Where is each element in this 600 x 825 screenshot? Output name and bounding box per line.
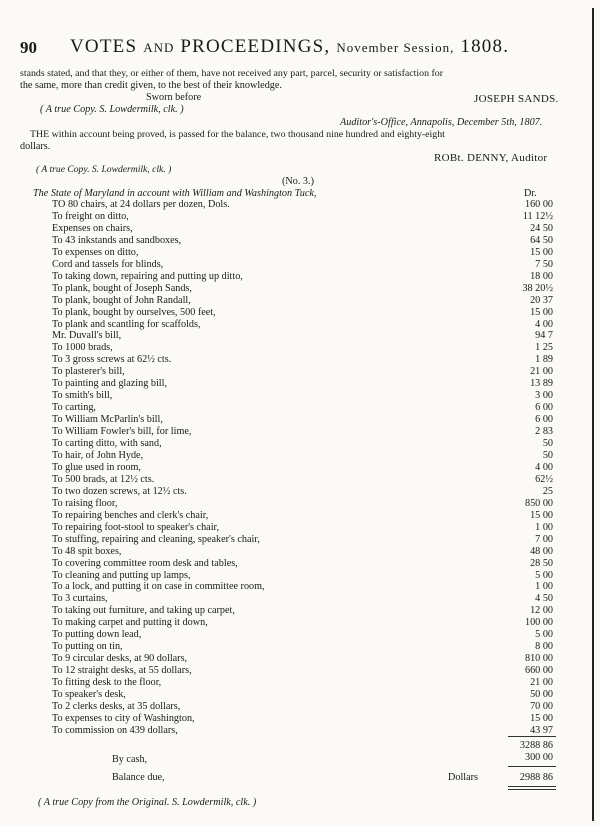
account-item-amount: 50 00 <box>530 689 553 700</box>
account-item-label: To 3 gross screws at 62½ cts. <box>52 354 172 366</box>
account-item-label: To 48 spit boxes, <box>52 545 122 557</box>
account-item-amount: 1 89 <box>535 354 553 366</box>
account-item-amount: 8 00 <box>535 641 553 653</box>
account-item-amount: 15 00 <box>530 246 553 258</box>
true-copy-note-2: ( A true Copy. S. Lowdermilk, clk. ) <box>36 164 172 175</box>
account-item-label: To William McParlin's bill, <box>52 414 163 426</box>
signer-joseph-sands: JOSEPH SANDS. <box>474 93 559 105</box>
account-item-label: To taking down, repairing and putting up ditto, <box>52 270 243 282</box>
account-item-label: Expenses on chairs, <box>52 222 133 234</box>
account-item-label: To repairing foot-stool to speaker's chair, <box>52 521 220 533</box>
auditor-signature: ROBt. DENNY, Auditor <box>434 152 548 164</box>
account-item-amount: 21 00 <box>530 677 553 688</box>
account-item-amount: 2 83 <box>535 426 553 437</box>
account-heading: The State of Maryland in account with William and Washington Tuck, <box>33 188 317 199</box>
account-item-label: To 43 inkstands and sandboxes, <box>52 234 182 246</box>
account-item-label: TO 80 chairs, at 24 dollars per dozen, Dols. <box>52 199 230 210</box>
account-item-amount: 7 50 <box>535 258 553 270</box>
sworn-before: Sworn before <box>146 92 202 103</box>
account-item-amount: 3 00 <box>535 390 553 402</box>
account-item-amount: 15 00 <box>530 306 553 318</box>
account-item-label: To plank and scantling for scaffolds, <box>52 318 201 330</box>
account-item-amount: 28 50 <box>530 557 553 569</box>
balance-due-amount: 2988 86 <box>519 772 553 783</box>
account-item-label: To 2 clerks desks, at 35 dollars, <box>52 700 181 712</box>
account-item-label: To repairing benches and clerk's chair, <box>52 509 209 521</box>
account-item-amount: 25 <box>542 485 553 497</box>
account-item-label: To 12 straight desks, at 55 dollars, <box>52 665 192 676</box>
account-item-amount: 4 50 <box>535 593 553 605</box>
balance-due-label: Balance due, <box>112 772 165 783</box>
account-item-amount: 660 00 <box>524 665 553 676</box>
account-item-label: To 1000 brads, <box>52 342 113 354</box>
account-item-amount: 11 12½ <box>522 210 553 222</box>
account-item-amount: 100 00 <box>524 617 553 629</box>
account-item-amount: 70 00 <box>530 700 553 712</box>
account-item-label: To making carpet and putting it down, <box>52 617 208 629</box>
account-item-amount: 94 7 <box>535 330 553 342</box>
account-item-amount: 7 00 <box>535 533 553 545</box>
account-item-label: To freight on ditto, <box>52 210 129 222</box>
account-item-amount: 24 50 <box>530 222 553 234</box>
account-item-label: To taking out furniture, and taking up carpet, <box>52 605 235 617</box>
account-item-label: To plank, bought of Joseph Sands, <box>52 282 192 294</box>
by-cash-amount: 300 00 <box>524 752 553 763</box>
account-item-label: To plasterer's bill, <box>52 366 125 378</box>
account-item-label: To two dozen screws, at 12½ cts. <box>52 485 187 497</box>
account-item-amount: 48 00 <box>530 545 553 557</box>
account-item-amount: 1 25 <box>535 342 553 354</box>
account-item-label: To raising floor, <box>52 497 118 509</box>
account-item-amount: 1 00 <box>535 521 553 533</box>
account-item-amount: 13 89 <box>530 378 553 390</box>
account-item-label: To covering committee room desk and tables, <box>52 557 238 569</box>
title-proceedings: PROCEEDINGS, <box>180 36 331 57</box>
balance-underline-1 <box>508 786 556 787</box>
account-item-amount: 810 00 <box>524 653 553 665</box>
auditor-office-dateline: Auditor's-Office, Annapolis, December 5th, 1807. <box>340 117 543 128</box>
title-session: November Session, <box>336 40 455 55</box>
account-item-label: To expenses on ditto, <box>52 246 139 258</box>
page-number: 90 <box>20 38 37 57</box>
balance-underline-2 <box>508 789 556 790</box>
account-item-label: To cleaning and putting up lamps, <box>52 569 191 581</box>
account-item-label: To carting ditto, with sand, <box>52 438 162 449</box>
running-title <box>70 36 509 58</box>
account-item-label: To speaker's desk, <box>52 689 126 700</box>
title-votes: VOTES <box>70 36 138 57</box>
page-header <box>20 36 580 62</box>
document-number: (No. 3.) <box>282 176 314 187</box>
account-item-amount: 12 00 <box>530 605 553 617</box>
account-item-label: To fitting desk to the floor, <box>52 677 162 688</box>
account-item-label: To 9 circular desks, at 90 dollars, <box>52 653 188 665</box>
account-item-amount: 6 00 <box>535 402 553 414</box>
account-item-amount: 5 00 <box>535 569 553 581</box>
account-item-label: To putting down lead, <box>52 629 142 641</box>
account-item-amount: 4 00 <box>535 318 553 330</box>
account-item-amount: 62½ <box>535 473 553 485</box>
account-item-label: To smith's bill, <box>52 390 113 402</box>
by-cash-label: By cash, <box>112 754 148 765</box>
account-item-amount: 64 50 <box>530 234 553 246</box>
debit-column-label: Dr. <box>524 188 537 199</box>
account-item-amount: 50 <box>542 449 553 461</box>
account-item-amount: 5 00 <box>535 629 553 641</box>
approval-line-2: dollars. <box>20 141 51 152</box>
title-and: AND <box>143 40 175 55</box>
account-item-amount: 6 00 <box>535 414 553 426</box>
account-item-amount: 15 00 <box>530 712 553 724</box>
balance-rule <box>508 766 556 767</box>
account-item-label: To glue used in room, <box>52 461 141 473</box>
account-item-label: To plank, bought of John Randall, <box>52 294 191 306</box>
account-item-amount: 38 20½ <box>522 282 553 294</box>
true-copy-note-1: ( A true Copy. S. Lowdermilk, clk. ) <box>40 104 184 115</box>
account-item-amount: 160 00 <box>524 199 553 210</box>
account-item-label: To putting on tin, <box>52 641 123 653</box>
account-item-amount: 1 00 <box>535 581 553 593</box>
account-item-label: To expenses to city of Washington, <box>52 712 195 724</box>
account-item-amount: 4 00 <box>535 461 553 473</box>
account-item-label: To painting and glazing bill, <box>52 378 168 390</box>
preamble-line-2: the same, more than credit given, to the best of their knowledge. <box>20 80 282 91</box>
page-edge <box>592 8 594 821</box>
account-item-label: To stuffing, repairing and cleaning, speaker's chair, <box>52 533 260 545</box>
account-item-label: Mr. Duvall's bill, <box>52 330 122 342</box>
account-item-label: To carting, <box>52 402 96 414</box>
account-item-amount: 43 97 <box>530 724 553 736</box>
account-item-label: To William Fowler's bill, for lime, <box>52 426 192 437</box>
footer-true-copy: ( A true Copy from the Original. S. Lowdermilk, clk. ) <box>38 797 257 808</box>
account-item-amount: 15 00 <box>530 509 553 521</box>
dollars-label: Dollars <box>448 772 478 783</box>
account-item-amount: 50 <box>542 438 553 449</box>
account-item-label: To hair, of John Hyde, <box>52 449 144 461</box>
account-item-amount: 18 00 <box>530 270 553 282</box>
approval-line-1: THE within account being proved, is passed for the balance, two thousand nine hundred and eighty-eight <box>30 129 445 140</box>
account-item-label: Cord and tassels for blinds, <box>52 258 164 270</box>
title-year: 1808. <box>460 36 510 57</box>
account-item-amount: 850 00 <box>524 497 553 509</box>
account-item-amount: 20 37 <box>530 294 553 306</box>
account-item-label: To 3 curtains, <box>52 593 108 605</box>
subtotal-rule <box>508 736 556 737</box>
account-item-amount: 21 00 <box>530 366 553 378</box>
account-item-label: To 500 brads, at 12½ cts. <box>52 473 155 485</box>
account-item-label: To a lock, and putting it on case in committee room, <box>52 581 265 593</box>
preamble-line-1: stands stated, and that they, or either of them, have not received any part, parcel, security or satisfaction for <box>20 68 444 79</box>
subtotal-amount: 3288 86 <box>519 740 553 751</box>
account-item-label: To commission on 439 dollars, <box>52 724 178 736</box>
account-item-label: To plank, bought by ourselves, 500 feet, <box>52 306 216 318</box>
